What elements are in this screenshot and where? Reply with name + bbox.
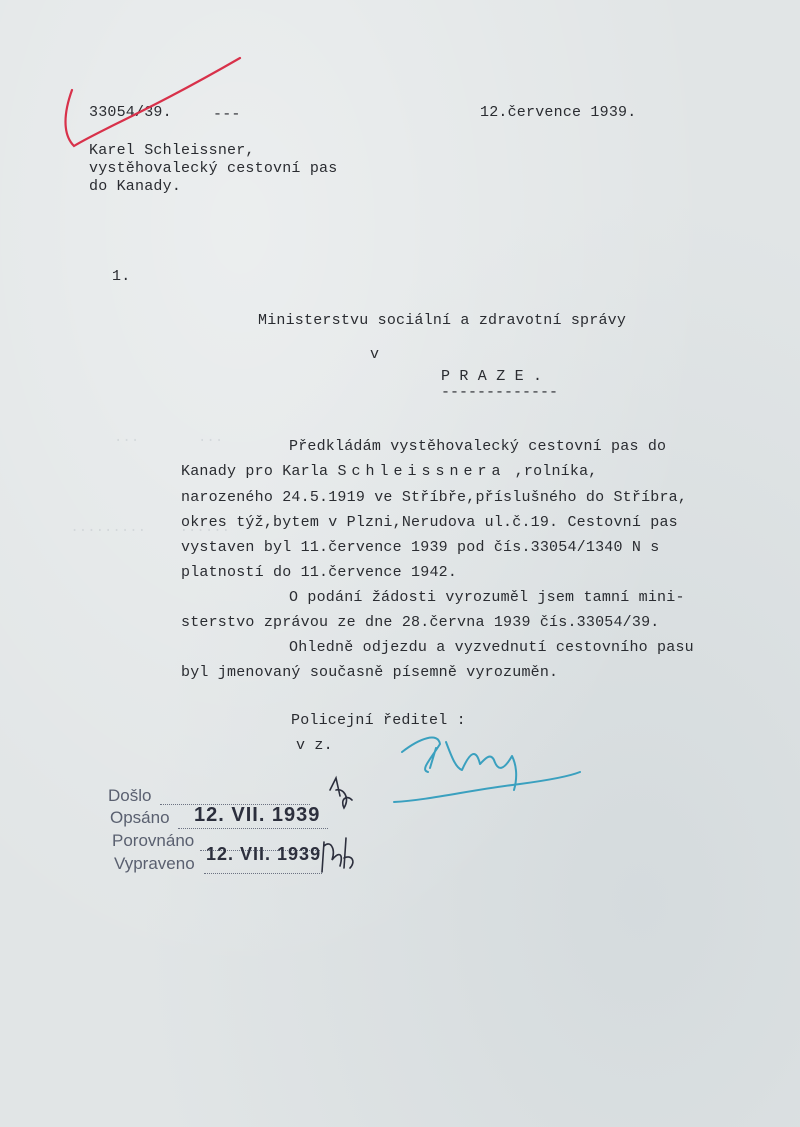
subject-line-1: Karel Schleissner,	[89, 142, 255, 159]
initials-mark-1	[330, 778, 352, 808]
body-p2-line-2: sterstvo zprávou ze dne 28.června 1939 čís.33054/39.	[181, 614, 660, 631]
stamp-label-porovnano: Porovnáno	[112, 831, 195, 850]
body-p1-line-2-post: ,rolníka,	[505, 463, 598, 480]
addressee-city-underline: -------------	[441, 384, 559, 401]
stamp-date-opsano: 12. VII. 1939	[194, 804, 321, 826]
document-page: ... ... ......... ...... 33054/39. --- 12.července 1939. Karel Schleissner, vystěhovalecký cestovní pas do Kanady. 1. Ministerstvu sociální a zdravotní správy v P R A Z E . ------------- Předkládám vystěhovalecký cestovní pas do Kanady pro Karla Schleissnera ,rolníka, narozeného 24.5.1919 ve Stříbře,příslušného do Stříbra, okres týž,bytem v Plzni,Nerudova ul.č.19. Cestovní pas vystaven byl 11.července 1939 pod čís.33054/1340 N s platností do 11.července 1942. O podání žádosti vyrozuměl jsem tamní mini- sterstvo zprávou ze dne 28.června 1939 čís.33054/39. Ohledně odjezdu a vyzvednutí cestovního pasu byl jmenovaný současně písemně vyrozuměn. Policejní ředitel : v z. Došlo Opsáno 12. VII. 1939 Porovnáno Vypraveno 12. VII. 1939	[0, 0, 800, 1127]
initials-mark-2	[322, 838, 353, 872]
stamp-label-vypraveno: Vypraveno	[114, 854, 195, 873]
addressee-in: v	[370, 346, 380, 363]
reference-dash: ---	[213, 106, 241, 123]
stamp-label-doslo: Došlo	[108, 786, 152, 805]
signatory-vz: v z.	[296, 737, 333, 754]
addressee-line: Ministerstvu sociální a zdravotní správy	[258, 312, 627, 329]
document-date: 12.července 1939.	[480, 104, 637, 121]
addressee-city: P R A Z E .	[441, 368, 543, 385]
item-number: 1.	[112, 268, 131, 285]
signatory-title: Policejní ředitel :	[291, 712, 466, 729]
subject-line-2: vystěhovalecký cestovní pas	[89, 160, 338, 177]
reference-number: 33054/39.	[89, 104, 172, 121]
body-p1-line-6: platností do 11.července 1942.	[181, 564, 458, 581]
body-p3-line-2: byl jmenovaný současně písemně vyrozuměn.	[181, 664, 559, 681]
body-p3-line-1: Ohledně odjezdu a vyzvednutí cestovního pasu	[289, 639, 694, 656]
subject-line-3: do Kanady.	[89, 178, 182, 195]
stamp-label-opsano: Opsáno	[110, 808, 170, 827]
body-p1-name: Schleissnera	[337, 463, 506, 480]
body-p1-line-1: Předkládám vystěhovalecký cestovní pas do	[289, 438, 667, 455]
red-pencil-check-mark	[66, 58, 241, 146]
body-p1-line-2-pre: Kanady pro Karla	[181, 463, 338, 480]
body-p1-line-4: okres týž,bytem v Plzni,Nerudova ul.č.19. Cestovní pas	[181, 514, 678, 531]
body-p2-line-1: O podání žádosti vyrozuměl jsem tamní mini-	[289, 589, 685, 606]
director-signature	[394, 738, 580, 802]
body-p1-line-3: narozeného 24.5.1919 ve Stříbře,příslušného do Stříbra,	[181, 489, 688, 506]
stamp-date-vypraveno: 12. VII. 1939	[206, 844, 322, 864]
body-p1-line-5: vystaven byl 11.července 1939 pod čís.33054/1340 N s	[181, 539, 660, 556]
